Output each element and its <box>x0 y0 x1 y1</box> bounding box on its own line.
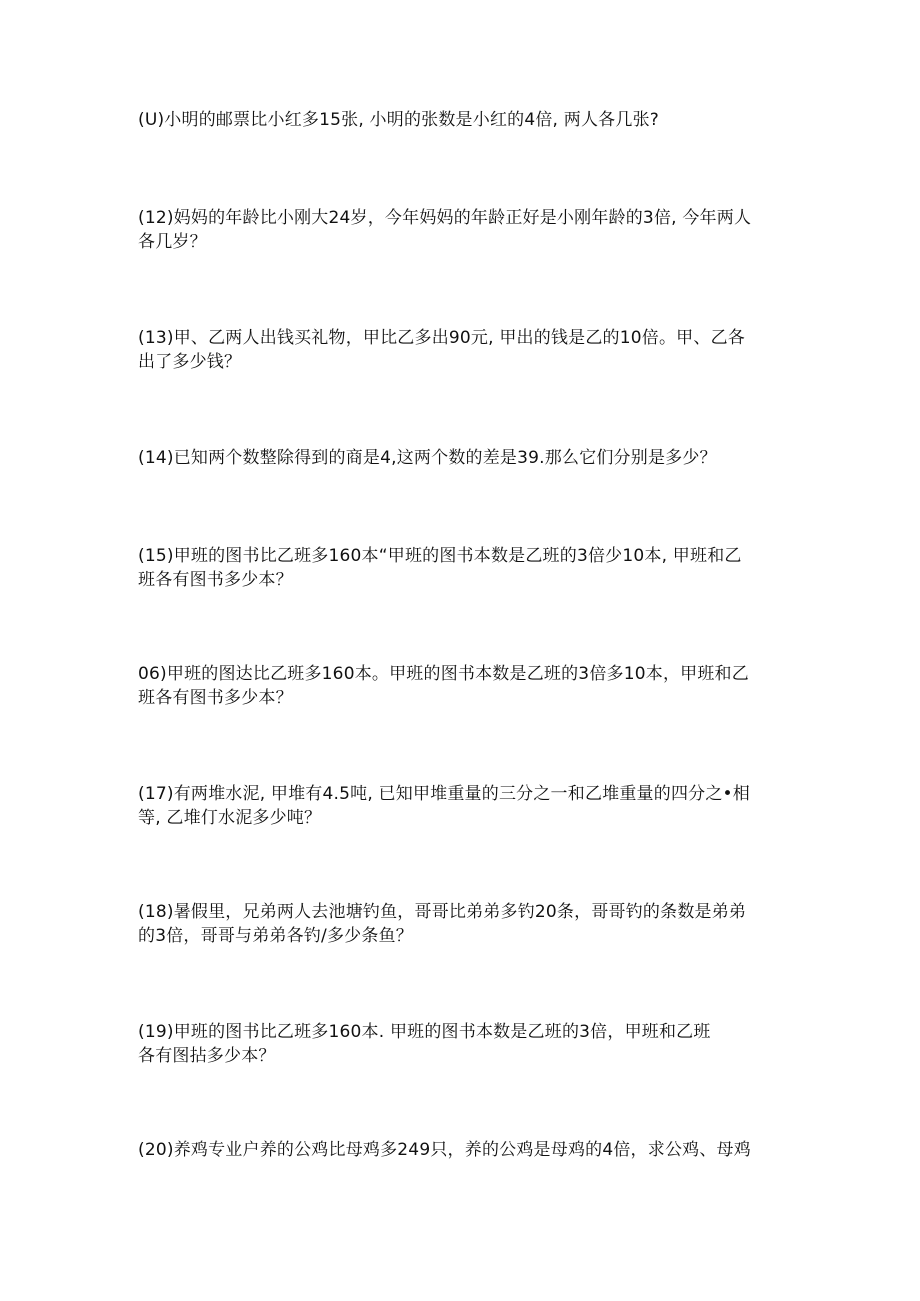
problem-11 <box>138 108 788 132</box>
problem-line: 各几岁？ <box>138 232 207 252</box>
problem-19 <box>138 1020 788 1068</box>
problem-13 <box>138 326 788 374</box>
problem-12 <box>138 206 788 254</box>
problem-line: (12)妈妈的年龄比小刚大24岁，今年妈妈的年龄正好是小刚年龄的3倍, 今年两人 <box>138 208 752 228</box>
problem-14 <box>138 446 788 470</box>
problem-line: (14)已知两个数整除得到的商是4,这两个数的差是39.那么它们分别是多少？ <box>138 448 717 468</box>
problem-line: (U)小明的邮票比小红多15张, 小明的张数是小红的4倍, 两人各几张? <box>138 110 659 130</box>
problem-20 <box>138 1138 788 1162</box>
problem-line: (18)暑假里，兄弟两人去池塘钓鱼，哥哥比弟弟多钓20条，哥哥钓的条数是弟弟 <box>138 902 747 922</box>
problem-line: 的3倍，哥哥与弟弟各钓/多少条鱼？ <box>138 926 413 946</box>
problem-17 <box>138 782 788 830</box>
problem-18 <box>138 900 788 948</box>
problem-16 <box>138 662 788 710</box>
problem-line: 出了多少钱？ <box>138 352 242 372</box>
problem-line: 各有图拈多少本？ <box>138 1046 276 1066</box>
problem-line: 班各有图书多少本？ <box>138 688 293 708</box>
problem-line: 06)甲班的图达比乙班多160本。甲班的图书本数是乙班的3倍多10本，甲班和乙 <box>138 664 749 684</box>
problem-line: (15)甲班的图书比乙班多160本“甲班的图书本数是乙班的3倍少10本, 甲班和乙 <box>138 546 742 566</box>
problem-line: (17)有两堆水泥, 甲堆有4.5吨, 已知甲堆重量的三分之一和乙堆重量的四分之•相 <box>138 784 750 804</box>
problem-line: (19)甲班的图书比乙班多160本. 甲班的图书本数是乙班的3倍，甲班和乙班 <box>138 1022 711 1042</box>
problem-line: 等, 乙堆仃水泥多少吨？ <box>138 808 322 828</box>
problem-15 <box>138 544 788 592</box>
problem-line: (13)甲、乙两人出钱买礼物，甲比乙多出90元, 甲出的钱是乙的10倍。甲、乙各 <box>138 328 745 348</box>
problem-line: (20)养鸡专业户养的公鸡比母鸡多249只，养的公鸡是母鸡的4倍，求公鸡、母鸡 <box>138 1140 751 1160</box>
problem-line: 班各有图书多少本？ <box>138 570 293 590</box>
